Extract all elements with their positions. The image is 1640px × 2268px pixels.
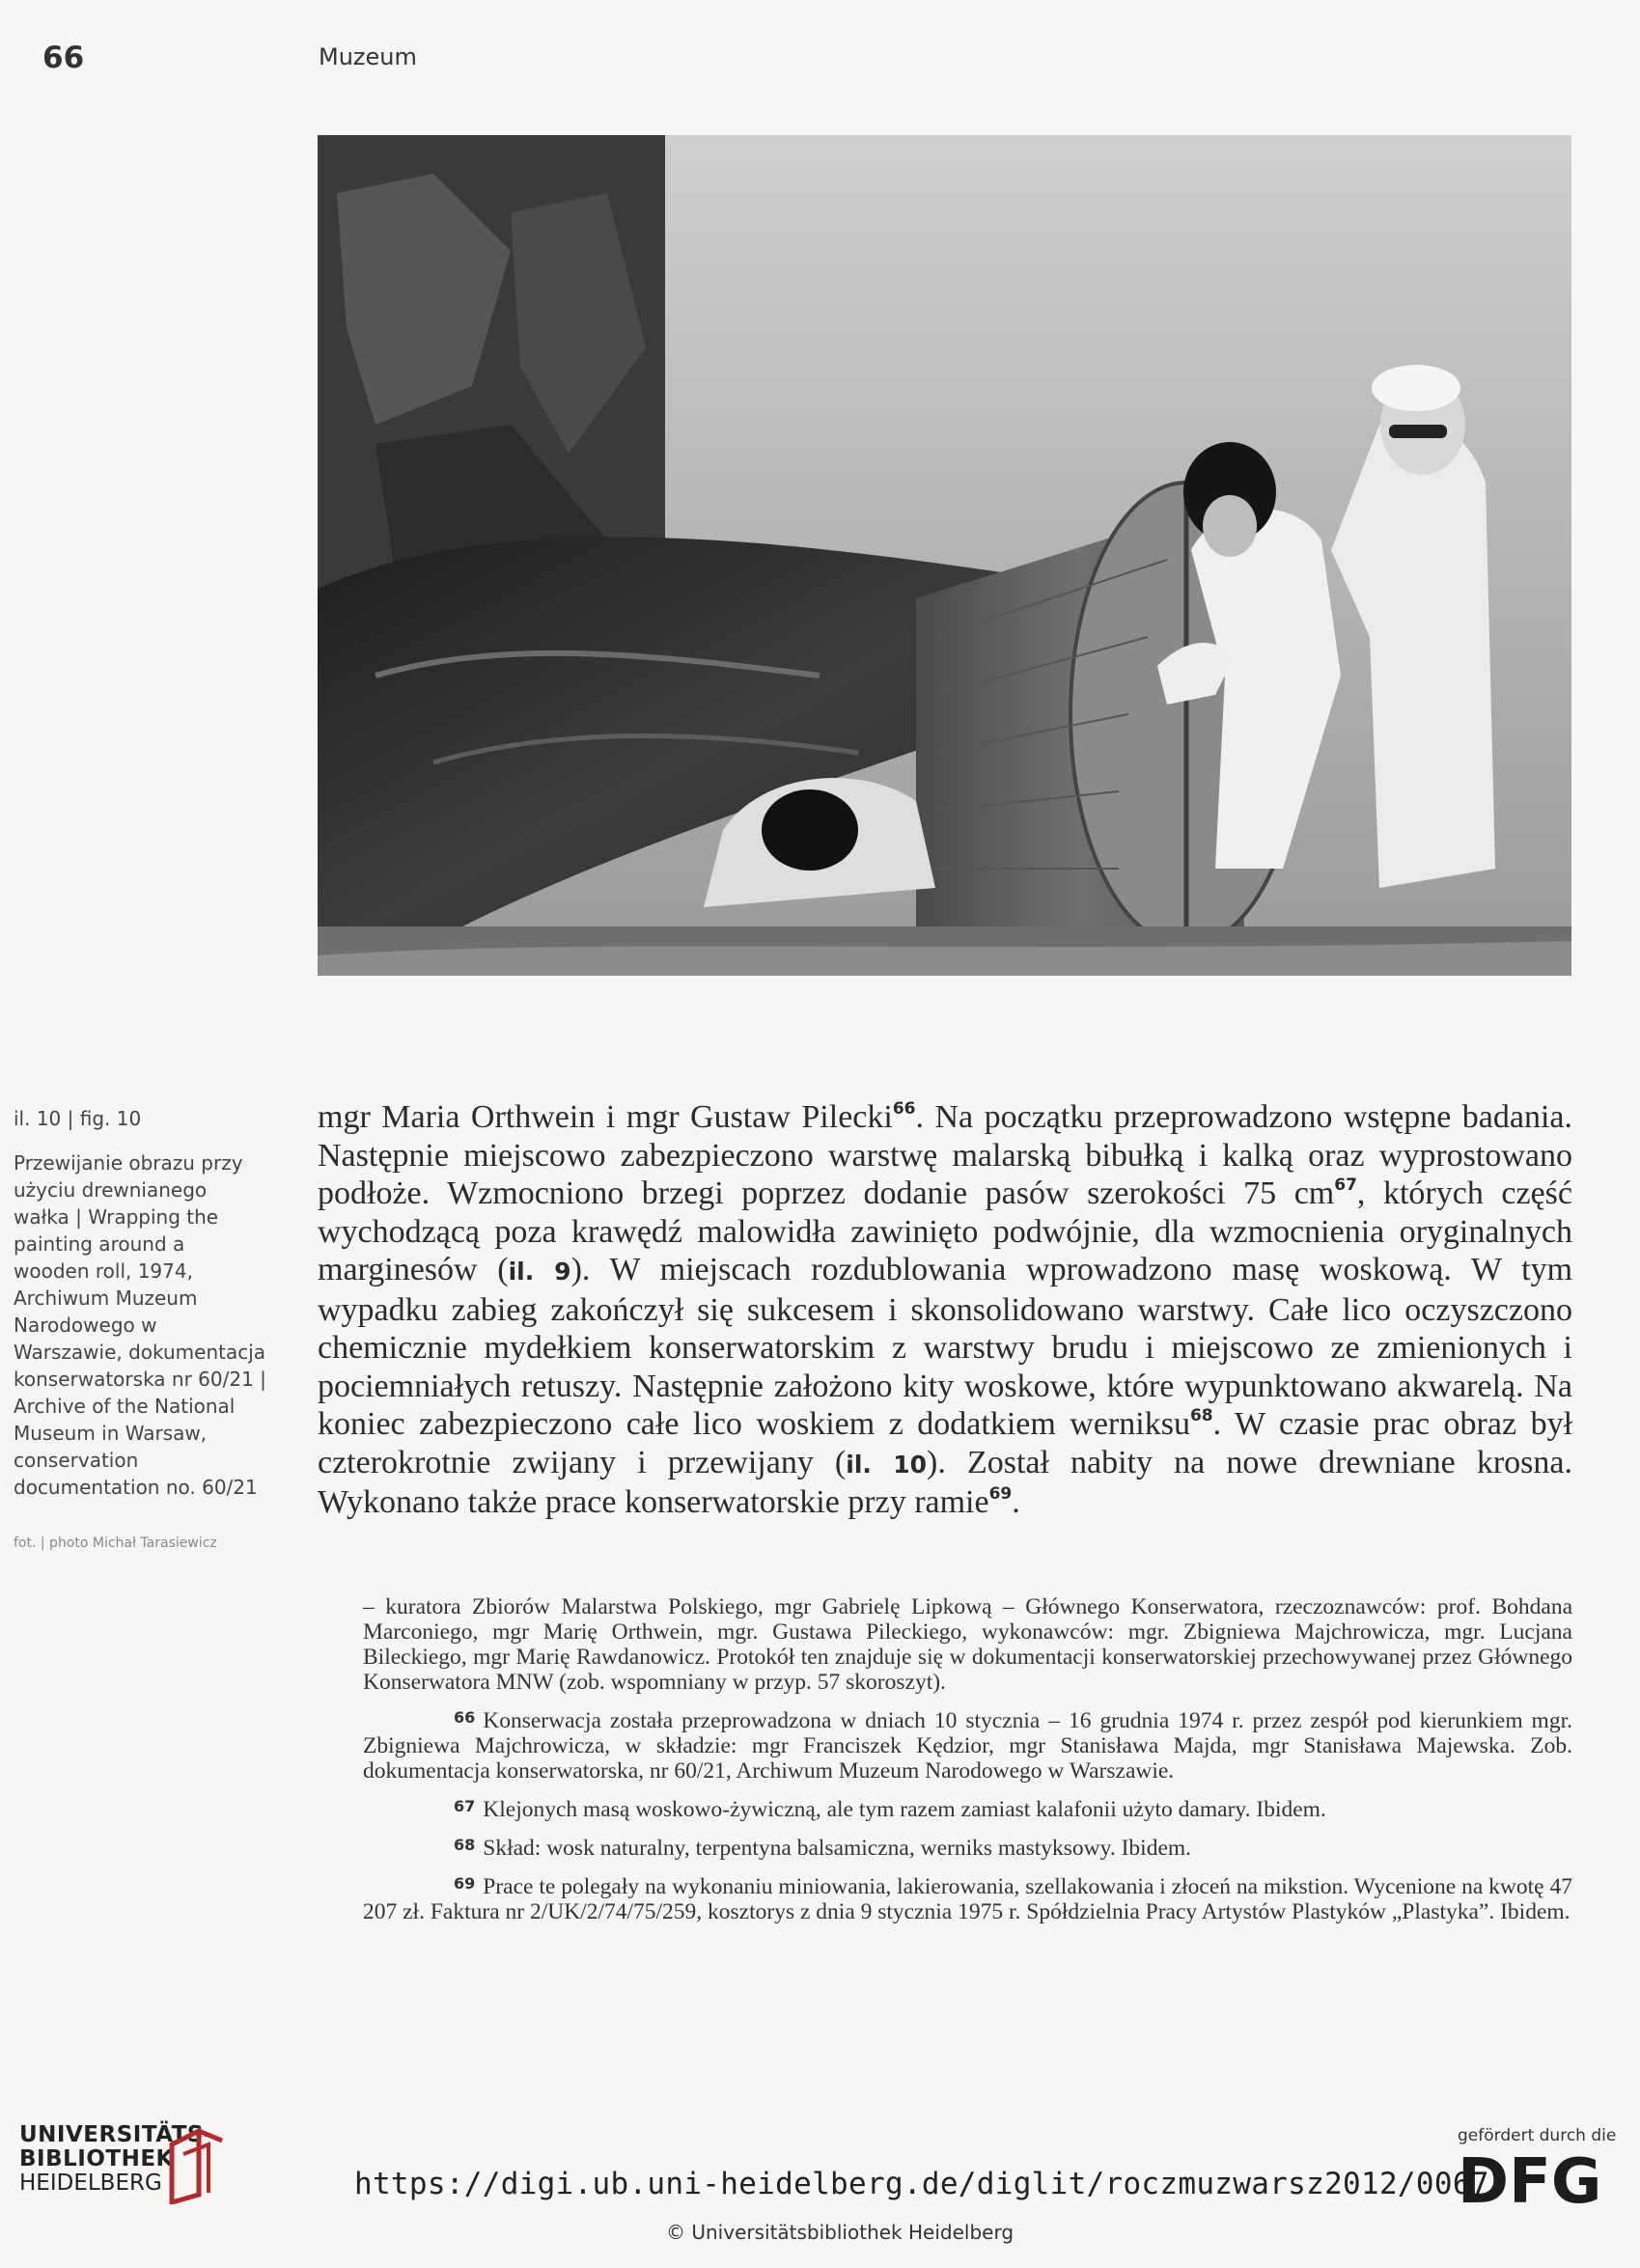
footnote-ref-67[interactable]: 67 <box>1334 1175 1357 1195</box>
footnote-text: Konserwacja została przeprowadzona w dniach 10 stycznia – 16 grudnia 1974 r. przez zespół pod kierunkiem mgr. Zbigniewa Majchrowicza, w składzie: mgr Franciszek Kędzior, mgr Stanisława Majda, mgr Stanisława Majewska. Zob. dokumentacja konserwatorska, nr 60/21, Archiwum Muzeum Narodowego w Warszawie. <box>363 1708 1572 1784</box>
copyright-text: © Universitätsbibliothek Heidelberg <box>666 2221 1015 2244</box>
dfg-logo[interactable] <box>1458 2148 1617 2213</box>
footnote-text: Prace te polegały na wykonaniu miniowania, lakierowania, szellakowania i złoceń na mikstion. Wycenione na kwotę 47 207 zł. Faktura nr 2/UK/2/74/75/259, kosztorys z dnia 9 stycznia 1975 r. Spółdzielnia Pracy Artystów Plastyków „Plastyka”. Ibidem. <box>363 1874 1572 1924</box>
figure-ref-il9[interactable]: il. 9 <box>508 1258 571 1286</box>
text-run: mgr Maria Orthwein i mgr Gustaw Pilecki <box>318 1099 893 1135</box>
page-number: 66 <box>42 41 85 75</box>
footnote-text: Skład: wosk naturalny, terpentyna balsamiczna, werniks mastyksowy. Ibidem. <box>483 1836 1192 1861</box>
text-run: , których część wychodzącą poza krawędź malowidła zawinięto podwójnie, dla wzmocnienia oryginalnych marginesów ( <box>318 1175 1572 1287</box>
figure-photo <box>318 135 1571 976</box>
footnote-66 <box>363 1705 1572 1784</box>
footnotes <box>363 1594 1572 1935</box>
text-run: . Na początku przeprowadzono wstępne badania. Następnie miejscowo zabezpieczono warstwę malarską bibułką i kalką oraz wyprostowano podłoże. Wzmocniono brzegi poprzez dodanie pasów szerokości 75 cm <box>318 1099 1572 1211</box>
footnote-ref-68[interactable]: 68 <box>1189 1406 1213 1425</box>
photo-credit: fot. | photo Michał Tarasiewicz <box>14 1535 217 1551</box>
figure-ref-il10[interactable]: il. 10 <box>846 1450 928 1479</box>
text-run: ). W miejscach rozdublowania wprowadzono masę woskową. W tym wypadku zabieg zakończył się sukcesem i skonsolidowano warstwy. Całe lico oczyszczono chemicznie mydełkiem konserwatorskim z warstwy brudu i miejscowo ze zmienionych i pociemniałych retuszy. Następnie założono kity woskowe, które wypunktowano akwarelą. Na koniec zabezpieczono całe lico woskiem z dodatkiem werniksu <box>318 1252 1573 1442</box>
text-run: ). Został nabity na nowe drewniane krosna. Wykonano także prace konserwatorskie przy ramie <box>318 1444 1572 1520</box>
library-line-3: HEIDELBERG <box>19 2171 162 2196</box>
caption-text: Przewijanie obrazu przy użyciu drewnianego wałka | Wrapping the painting around a wooden roll, 1974, Archiwum Muzeum Narodowego w Warszawie, dokumentacja konserwatorska nr 60/21 | Archive of the National Museum in Warsaw, conservation documentation no. 60/21 <box>14 1151 266 1499</box>
library-line-2: BIBLIOTHEK <box>19 2146 174 2171</box>
footnote-ref-66[interactable]: 66 <box>892 1099 916 1119</box>
text-run: . <box>1012 1484 1020 1520</box>
library-line-1: UNIVERSITÄTS- <box>19 2122 214 2147</box>
running-head: Muzeum <box>319 43 417 70</box>
footnote-69 <box>363 1871 1572 1924</box>
photo-illustration <box>318 135 1571 976</box>
figure-caption <box>14 1105 266 1557</box>
dfg-logo-text: DFG <box>1458 2148 1602 2208</box>
footnote-text: Klejonych masą woskowo-żywiczną, ale tym razem zamiast kalafonii użyto damary. Ibidem. <box>483 1797 1326 1822</box>
footnote-number: 67 <box>454 1797 476 1815</box>
figure-label: il. 10 | fig. 10 <box>14 1107 142 1130</box>
footnote-number: 66 <box>454 1708 476 1727</box>
main-text <box>318 1098 1572 1522</box>
main-paragraph <box>318 1098 1572 1522</box>
footnote-68 <box>363 1833 1572 1861</box>
library-emblem-icon <box>164 2125 228 2209</box>
text-run: . W czasie prac obraz był czterokrotnie zwijany i przewijany ( <box>318 1406 1573 1480</box>
funder-note: gefördert durch die <box>1458 2126 1617 2145</box>
footnote-number: 68 <box>454 1836 476 1854</box>
footnote-continuation: – kuratora Zbiorów Malarstwa Polskiego, mgr Gabrielę Lipkową – Głównego Konserwatora, rzeczoznawców: prof. Bohdana Marconiego, mgr Marię Orthwein, mgr. Gustawa Pileckiego, wykonawców: mgr. Zbigniewa Majchrowicza, mgr. Lucjana Bileckiego, mgr Marię Rawdanowicz. Protokół ten znajduje się w dokumentacji konserwatorskiej przechowywanej przez Głównego Konserwatora MNW (zob. wspomniany w przyp. 57 skoroszyt). <box>363 1594 1572 1695</box>
footnote-number: 69 <box>454 1874 476 1893</box>
footnote-67 <box>363 1794 1572 1822</box>
source-url-link[interactable]: https://digi.ub.uni-heidelberg.de/diglit/roczmuzwarsz2012/0067 <box>354 2167 1489 2201</box>
footnote-ref-69[interactable]: 69 <box>988 1484 1013 1504</box>
